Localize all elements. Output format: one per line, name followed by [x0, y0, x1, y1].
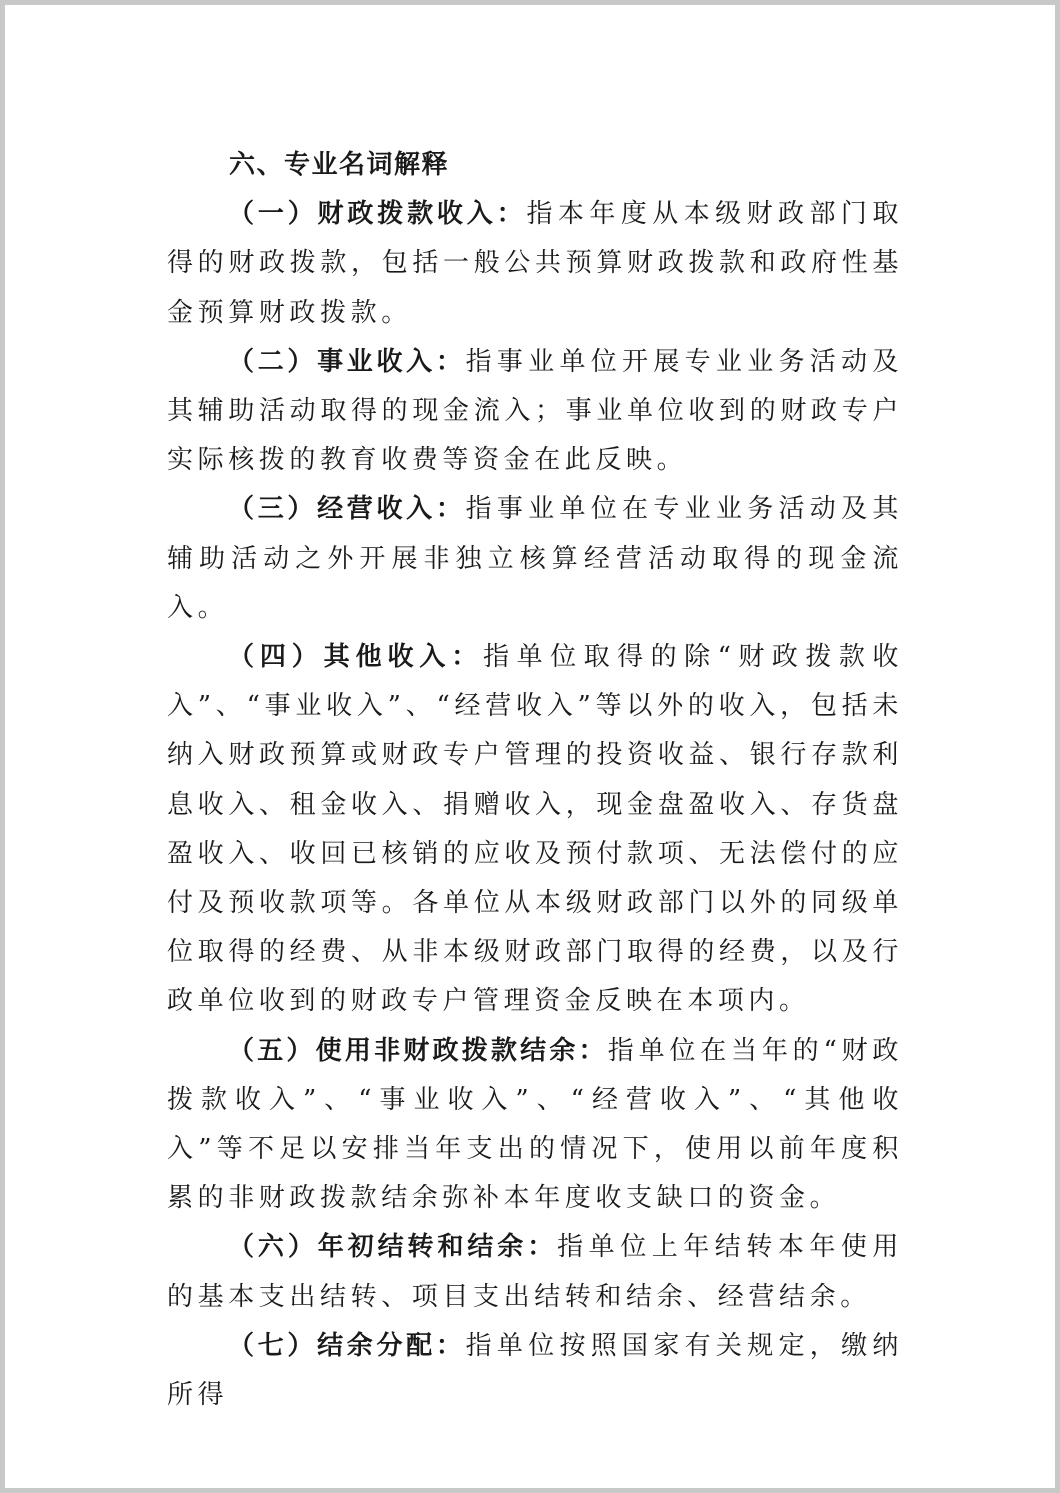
term-label: （三）经营收入： — [228, 494, 466, 525]
term-label: （一）财政拨款收入： — [228, 199, 527, 230]
definition-text: 指事业单位开展专业业务活动及其辅助活动取得的现金流入；事业单位收到的财政专户实际核拨的教育收费等资金在此反映。 — [167, 346, 903, 476]
definition-paragraph-3 — [167, 485, 903, 633]
definition-text: 指事业单位在专业业务活动及其辅助活动之外开展非独立核算经营活动取得的现金流入。 — [167, 494, 903, 623]
term-label: （二）事业收入： — [228, 346, 466, 377]
document-body — [167, 141, 903, 1420]
definition-text: 指单位取得的除“财政拨款收入”、“事业收入”、“经营收入”等以外的收入，包括未纳入财政预算或财政专户管理的投资收益、银行存款利息收入、租金收入、捐赠收入，现金盘盈收入、存货盘盈收入、收回已核销的应收及预付款项、无法偿付的应付及预收款项等。各单位从本级财政部门以外的同级单位取得的经费、从非本级财政部门取得的经费，以及行政单位收到的财政专户管理资金反映在本项内。 — [167, 642, 903, 1017]
section-title: 六、专业名词解释 — [229, 150, 450, 180]
term-label: （五）使用非财政拨款结余： — [228, 1035, 608, 1066]
definition-text: 指单位上年结转本年使用的基本支出结转、项目支出结转和结余、经营结余。 — [167, 1232, 903, 1312]
definition-text: 指本年度从本级财政部门取得的财政拨款，包括一般公共预算财政拨款和政府性基金预算财政拨款。 — [167, 199, 903, 328]
definition-paragraph-5 — [167, 1027, 903, 1224]
term-label: （六）年初结转和结余： — [228, 1232, 558, 1263]
definition-paragraph-6 — [167, 1223, 903, 1321]
term-label: （四）其他收入： — [228, 642, 484, 673]
definition-paragraph-2 — [167, 338, 903, 486]
definition-paragraph-1 — [167, 190, 903, 338]
term-label: （七）结余分配： — [228, 1330, 466, 1361]
definition-text: 指单位按照国家有关规定，缴纳所得 — [167, 1330, 903, 1411]
definition-text: 指单位在当年的“财政拨款收入”、“事业收入”、“经营收入”、“其他收入”等不足以安排当年支出的情况下，使用以前年度积累的非财政拨款结余弥补本年度收支缺口的资金。 — [167, 1035, 903, 1214]
definition-paragraph-7 — [167, 1322, 903, 1420]
definition-paragraph-4 — [167, 633, 903, 1027]
